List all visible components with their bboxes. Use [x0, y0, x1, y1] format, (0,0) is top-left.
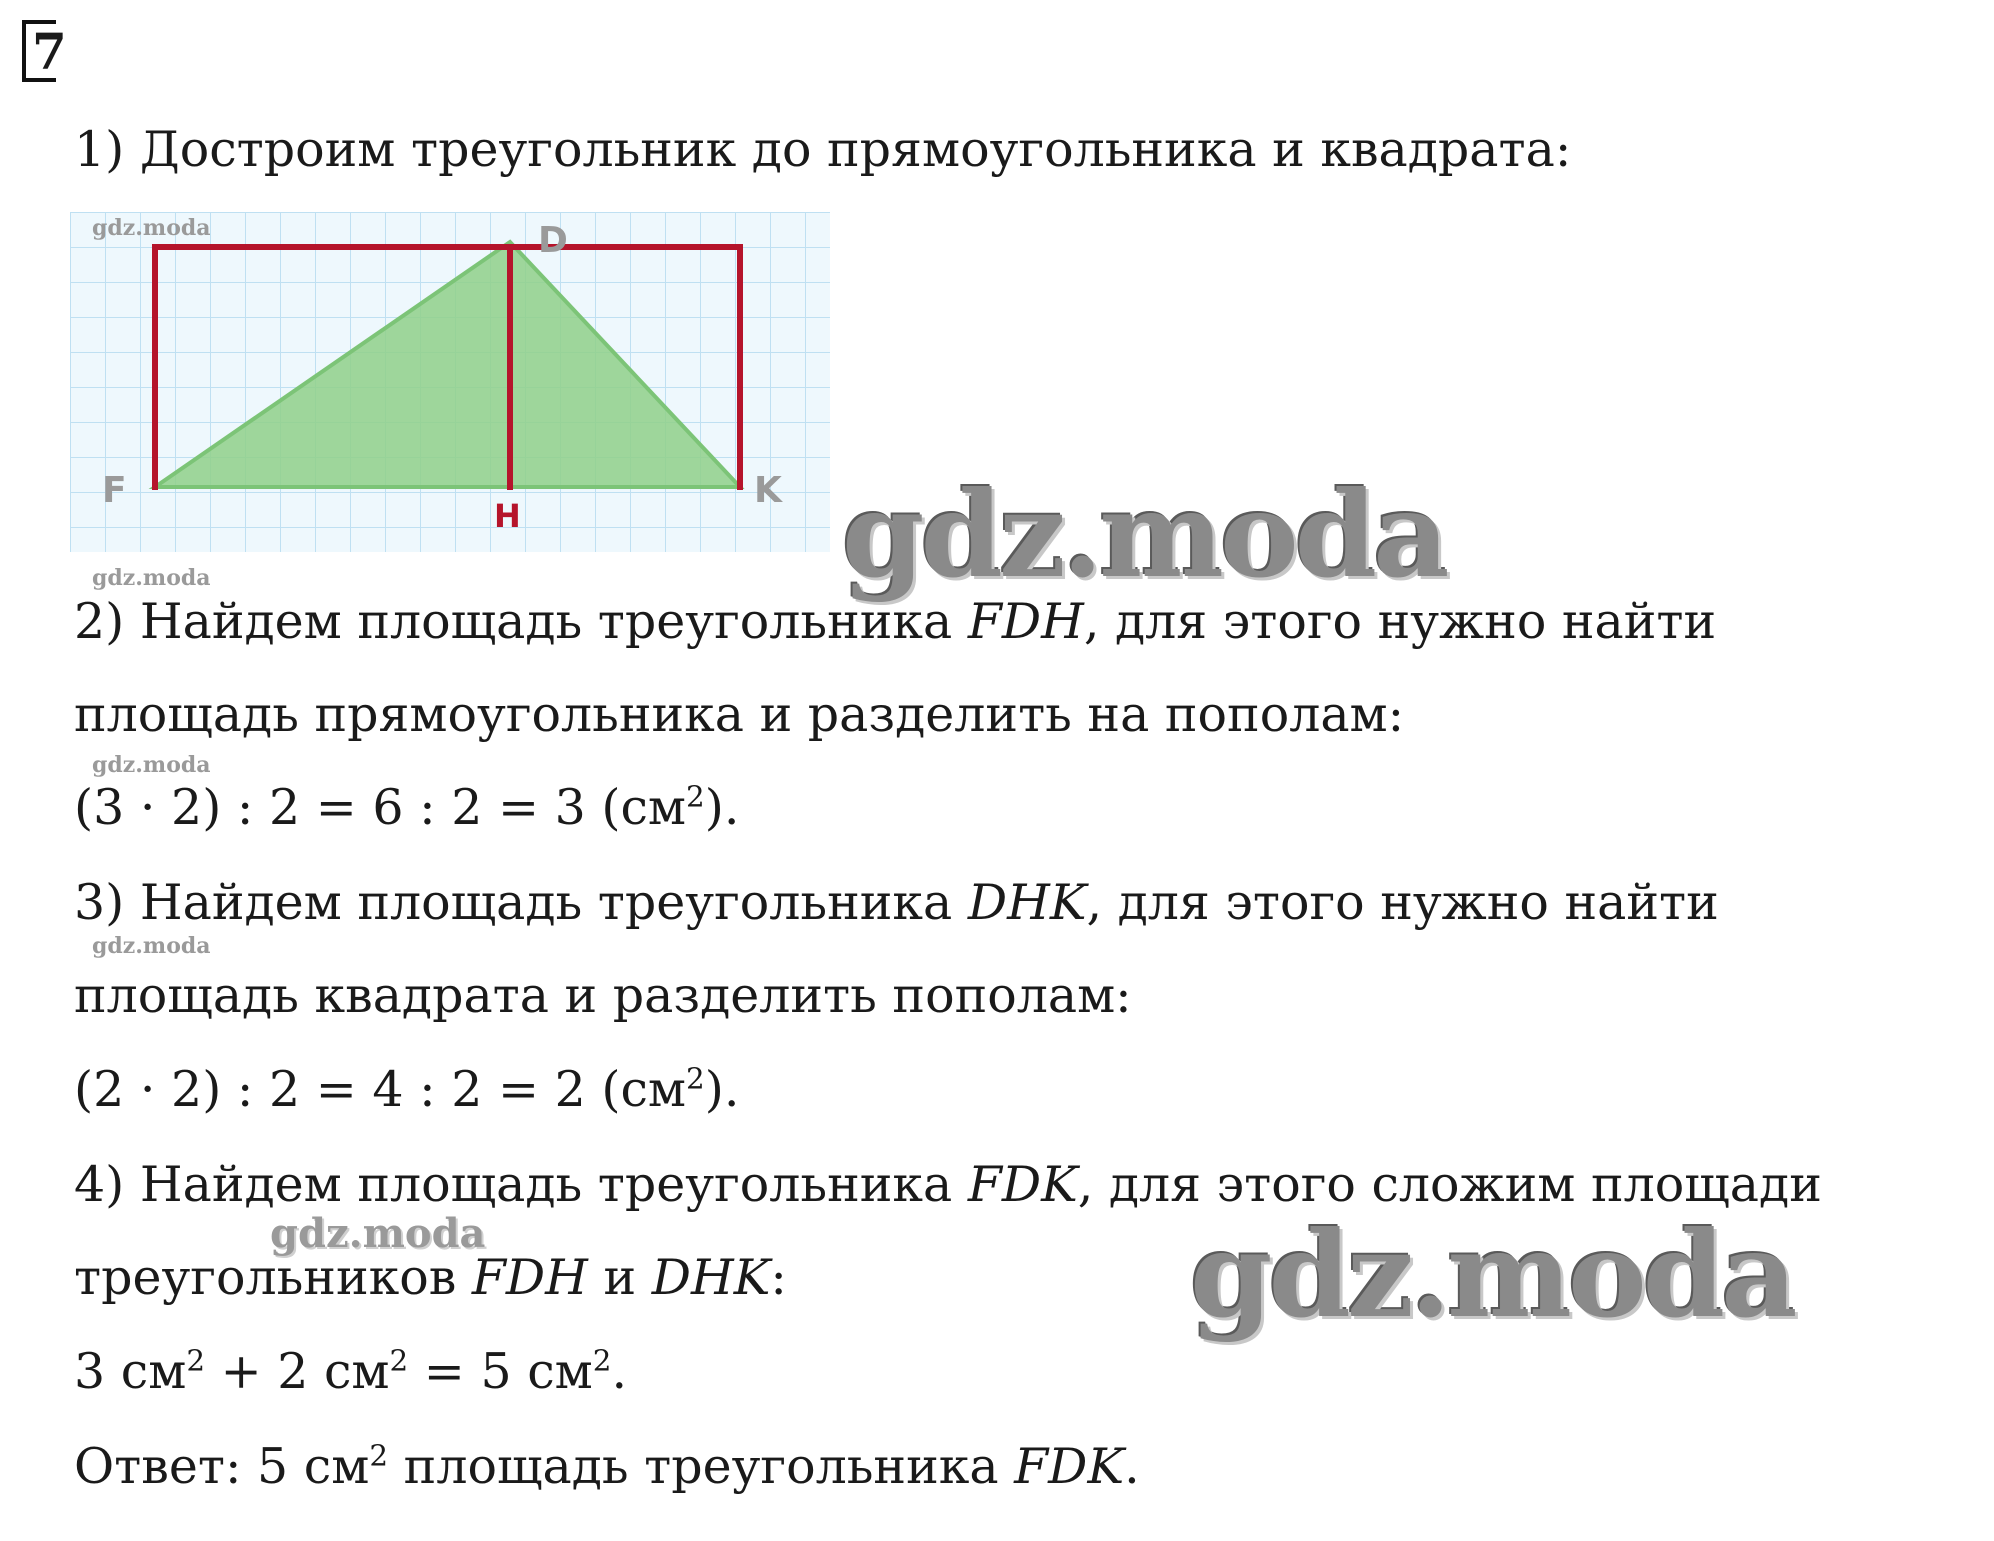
label-k: K	[754, 470, 782, 511]
watermark: gdz.moda	[92, 752, 211, 778]
label-d: D	[538, 220, 568, 261]
answer: Ответ: 5 $см^2$ площадь треугольника FDK.	[74, 1438, 1140, 1495]
step1-text: 1) Достроим треугольник до прямоугольника и квадрата:	[74, 121, 1572, 178]
watermark: gdz.moda	[92, 215, 211, 241]
step3-line2: площадь квадрата и разделить пополам:	[74, 967, 1132, 1024]
watermark-medium: gdz.moda	[270, 1210, 486, 1257]
watermark-large: gdz.moda	[1190, 1205, 1794, 1344]
watermark-large: gdz.moda	[842, 465, 1446, 604]
watermark: gdz.moda	[92, 933, 211, 959]
watermark: gdz.moda	[92, 565, 211, 591]
step4-line2: треугольников FDH и DHK:	[74, 1249, 787, 1306]
step3-calc: (2 · 2) : 2 = 4 : 2 = 2 $(см^2)$.	[74, 1061, 740, 1118]
step2-calc: (3 · 2) : 2 = 6 : 2 = 3 $(см^2)$.	[74, 779, 740, 836]
step2-line1: 2) Найдем площадь треугольника FDH, для этого нужно найти	[74, 593, 1717, 650]
task-number: 7	[22, 20, 56, 82]
label-h: H	[494, 497, 521, 535]
step4-calc: 3 $см^2 + 2$ $см^2 = 5$ $см^2$.	[74, 1343, 628, 1400]
step4-line1: 4) Найдем площадь треугольника FDK, для этого сложим площади	[74, 1156, 1822, 1213]
label-f: F	[102, 470, 127, 511]
geometry-figure	[70, 212, 840, 552]
step3-line1: 3) Найдем площадь треугольника DHK, для этого нужно найти	[74, 874, 1719, 931]
step2-line2: площадь прямоугольника и разделить на пополам:	[74, 686, 1405, 743]
